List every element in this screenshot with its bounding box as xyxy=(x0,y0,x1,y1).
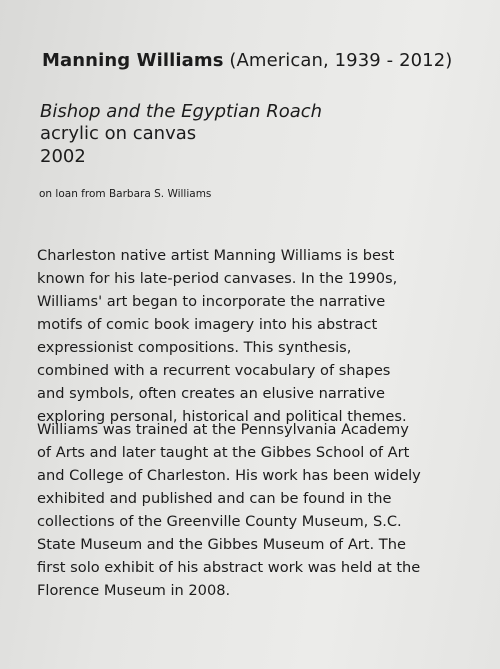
artist-name: Manning Williams xyxy=(42,50,224,71)
text-line: expressionist compositions. This synthesis, xyxy=(37,339,352,356)
text-line: of Arts and later taught at the Gibbes School of Art xyxy=(37,444,410,461)
artist-line xyxy=(42,50,452,71)
text-line: exhibited and published and can be found in the xyxy=(37,490,392,507)
artist-dates: (American, 1939 - 2012) xyxy=(223,50,453,71)
text-line: exploring personal, historical and political themes. xyxy=(37,408,407,425)
text-line: Charleston native artist Manning Williams is best xyxy=(37,247,395,264)
text-line: Williams was trained at the Pennsylvania Academy xyxy=(37,421,409,438)
text-line: and symbols, often creates an elusive narrative xyxy=(37,385,385,402)
artwork-medium: acrylic on canvas xyxy=(40,123,197,144)
text-line: first solo exhibit of his abstract work was held at the xyxy=(37,559,421,576)
description-paragraph-1 xyxy=(37,244,467,428)
text-line: Williams' art began to incorporate the narrative xyxy=(37,293,386,310)
artwork-title: Bishop and the Egyptian Roach xyxy=(40,101,323,122)
text-line: motifs of comic book imagery into his abstract xyxy=(37,316,378,333)
text-line: known for his late-period canvases. In the 1990s, xyxy=(37,270,398,287)
text-line: Florence Museum in 2008. xyxy=(37,582,231,599)
text-line: State Museum and the Gibbes Museum of Art. The xyxy=(37,536,406,553)
description-paragraph-2 xyxy=(37,418,467,602)
text-line: combined with a recurrent vocabulary of shapes xyxy=(37,362,391,379)
artwork-year: 2002 xyxy=(40,146,86,167)
text-line: and College of Charleston. His work has been widely xyxy=(37,467,421,484)
loan-credit: on loan from Barbara S. Williams xyxy=(39,188,212,200)
text-line: collections of the Greenville County Museum, S.C. xyxy=(37,513,402,530)
